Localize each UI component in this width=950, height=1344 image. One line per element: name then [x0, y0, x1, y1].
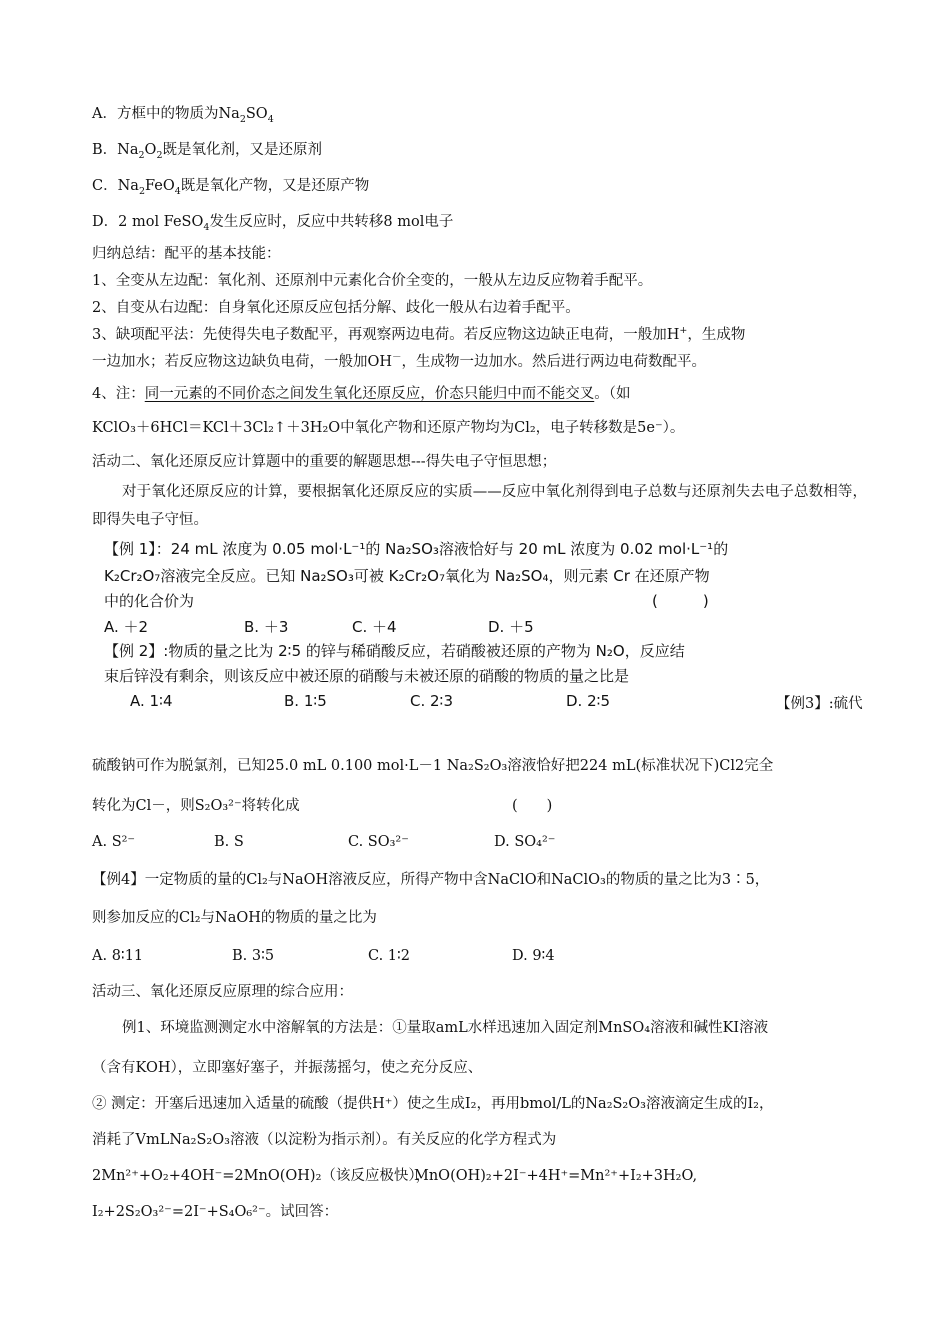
activity2-body: 对于氧化还原反应的计算，要根据氧化还原反应的实质——反应中氧化剂得到电子总数与还原剂失去电子总数相等，即得失电子守恒。 — [92, 484, 867, 528]
option-c-text: 既是氧化产物，又是还原产物 — [180, 178, 370, 194]
ex2-option-d: D. 2∶5 — [566, 692, 611, 710]
ex1-option-c: C. ＋4 — [352, 618, 397, 636]
summary-item-3b: 一边加水；若反应物这边缺负电荷，一般加OH－，生成物一边加水。然后进行两边电荷数配平。 — [92, 352, 707, 370]
ex1-line2: K₂Cr₂O₇溶液完全反应。已知 Na₂SO₃可被 K₂Cr₂O₇氧化为 Na₂SO₄，则元素 Cr 在还原产物 — [104, 567, 710, 585]
ex1-answer-paren: ( ) — [652, 592, 709, 610]
ex4-line2: 则参加反应的Cl₂与NaOH的物质的量之比为 — [92, 910, 377, 926]
summary-item-3b-text: ，生成物 — [687, 327, 746, 343]
activity3-eq2: MnO(OH)₂+2I⁻+4H⁺=Mn²⁺+I₂+3H₂O, — [414, 1168, 698, 1184]
summary-item-4-underlined: 同一元素的不同价态之间发生氧化还原反应，价态只能归中而不能交叉 — [144, 386, 595, 402]
ex2-option-b: B. 1∶5 — [284, 692, 327, 710]
ex3-option-a: A. S²⁻ — [92, 834, 136, 850]
summary-item-2: 2、自变从右边配：自身氧化还原反应包括分解、歧化一般从右边着手配平。 — [92, 300, 580, 316]
ex2-line1: 【例 2】:物质的量之比为 2∶5 的锌与稀硝酸反应，若硝酸被还原的产物为 N₂O，反应结 — [104, 642, 685, 660]
summary-title: 归纳总结：配平的基本技能： — [92, 246, 281, 262]
summary-item-4 — [92, 384, 630, 404]
activity3-p1: 例1、环境监测测定水中溶解氧的方法是：①量取amL水样迅速加入固定剂MnSO₄溶液和碱性KI溶液 — [122, 1020, 769, 1036]
summary-item-1: 1、全变从左边配：氧化剂、还原剂中元素化合价全变的，一般从左边反应物着手配平。 — [92, 273, 653, 289]
option-a — [92, 104, 274, 124]
summary-item-3a: 3、缺项配平法：先使得失电子数配平，再观察两边电荷。若反应物这边缺正电荷，一般加H+，生成物 — [92, 325, 746, 343]
activity3-title: 活动三、氧化还原反应原理的综合应用： — [92, 984, 353, 1000]
option-b: B．$Na_2O_2$既是氧化剂，又是还原剂 — [92, 142, 322, 161]
ex4-line1: 【例4】一定物质的量的Cl₂与NaOH溶液反应，所得产物中含NaClO和NaClO₃的物质的量之比为3∶5， — [92, 872, 770, 888]
ex4-option-a: A. 8∶11 — [92, 948, 144, 964]
option-d: D．2 mol FeSO$_4$发生反应时，反应中共转移8 mol电子 — [92, 214, 454, 233]
option-d-post: 发生反应时，反应中共转移8 mol电子 — [209, 214, 454, 230]
ex2-option-a: A. 1∶4 — [130, 692, 173, 710]
ex3-answer-paren: ( ) — [512, 798, 553, 814]
option-c: C．$Na_2FeO_4$既是氧化产物，又是还原产物 — [92, 178, 370, 197]
ex1-option-d: D. ＋5 — [488, 618, 534, 636]
ex4-option-c: C. 1∶2 — [368, 948, 411, 964]
summary-item-3d-text: ，生成物一边加水。然后进行两边电荷数配平。 — [401, 354, 707, 370]
ex3-line1: 硫酸钠可作为脱氯剂，已知25.0 mL 0.100 mol·L－1 Na₂S₂O₃溶液恰好把224 mL(标准状况下)Cl2完全 — [92, 758, 774, 774]
ex1-option-b: B. ＋3 — [244, 618, 289, 636]
summary-item-4-suffix: 。（如 — [594, 386, 631, 402]
summary-item-4-prefix: 4、注： — [92, 386, 145, 402]
option-b-text: 既是氧化剂，又是还原剂 — [162, 142, 322, 158]
ex3-tag: 【例3】:硫代 — [776, 696, 863, 712]
ex1-option-a: A. ＋2 — [104, 618, 149, 636]
ex2-line2: 束后锌没有剩余，则该反应中被还原的硝酸与未被还原的硝酸的物质的量之比是 — [104, 667, 630, 685]
ex3-option-b: B. S — [214, 834, 244, 850]
activity3-p3: ② 测定：开塞后迅速加入适量的硫酸（提供H⁺）使之生成I₂，再用bmol/L的Na₂S₂O₃溶液滴定生成的I₂， — [92, 1096, 774, 1112]
option-a-text: A．方框中的物质为 — [92, 106, 219, 122]
ex4-option-b: B. 3∶5 — [232, 948, 275, 964]
activity3-p4: 消耗了VmLNa₂S₂O₃溶液（以淀粉为指示剂）。有关反应的化学方程式为 — [92, 1132, 557, 1148]
option-a-formula: $Na_2SO_4$ — [218, 106, 274, 125]
activity2-title: 活动二、氧化还原反应计算题中的重要的解题思想---得失电子守恒思想； — [92, 454, 557, 470]
ex4-option-d: D. 9∶4 — [512, 948, 555, 964]
activity3-p2: （含有KOH），立即塞好塞子，并振荡摇匀，使之充分反应、 — [92, 1060, 483, 1076]
activity3-eq1: 2Mn²⁺+O₂+4OH⁻=2MnO(OH)₂（该反应极快）， — [92, 1168, 431, 1184]
ex3-line2: 转化为Cl－，则S₂O₃²⁻将转化成 — [92, 798, 300, 814]
option-d-pre: D．2 mol FeSO — [92, 214, 204, 230]
ex3-option-d: D. SO₄²⁻ — [494, 834, 556, 850]
ex1-line1: 【例 1】：24 mL 浓度为 0.05 mol·L⁻¹的 Na₂SO₃溶液恰好与 20 mL 浓度为 0.02 mol·L⁻¹的 — [104, 540, 729, 558]
ex2-option-c: C. 2∶3 — [410, 692, 454, 710]
ex1-line3: 中的化合价为 — [104, 592, 195, 610]
summary-item-3a-text: 3、缺项配平法：先使得失电子数配平，再观察两边电荷。若反应物这边缺正电荷，一般加H — [92, 327, 680, 343]
summary-item-4-equation: KClO₃＋6HCl＝KCl＋3Cl₂↑＋3H₂O中氧化产物和还原产物均为Cl₂，电子转移数是5e⁻）。 — [92, 420, 685, 436]
activity3-eq3: I₂+2S₂O₃²⁻=2I⁻+S₄O₆²⁻。试回答： — [92, 1204, 339, 1220]
ex3-option-c: C. SO₃²⁻ — [348, 834, 409, 850]
summary-item-3c-text: 一边加水；若反应物这边缺负电荷，一般加OH — [92, 354, 393, 370]
